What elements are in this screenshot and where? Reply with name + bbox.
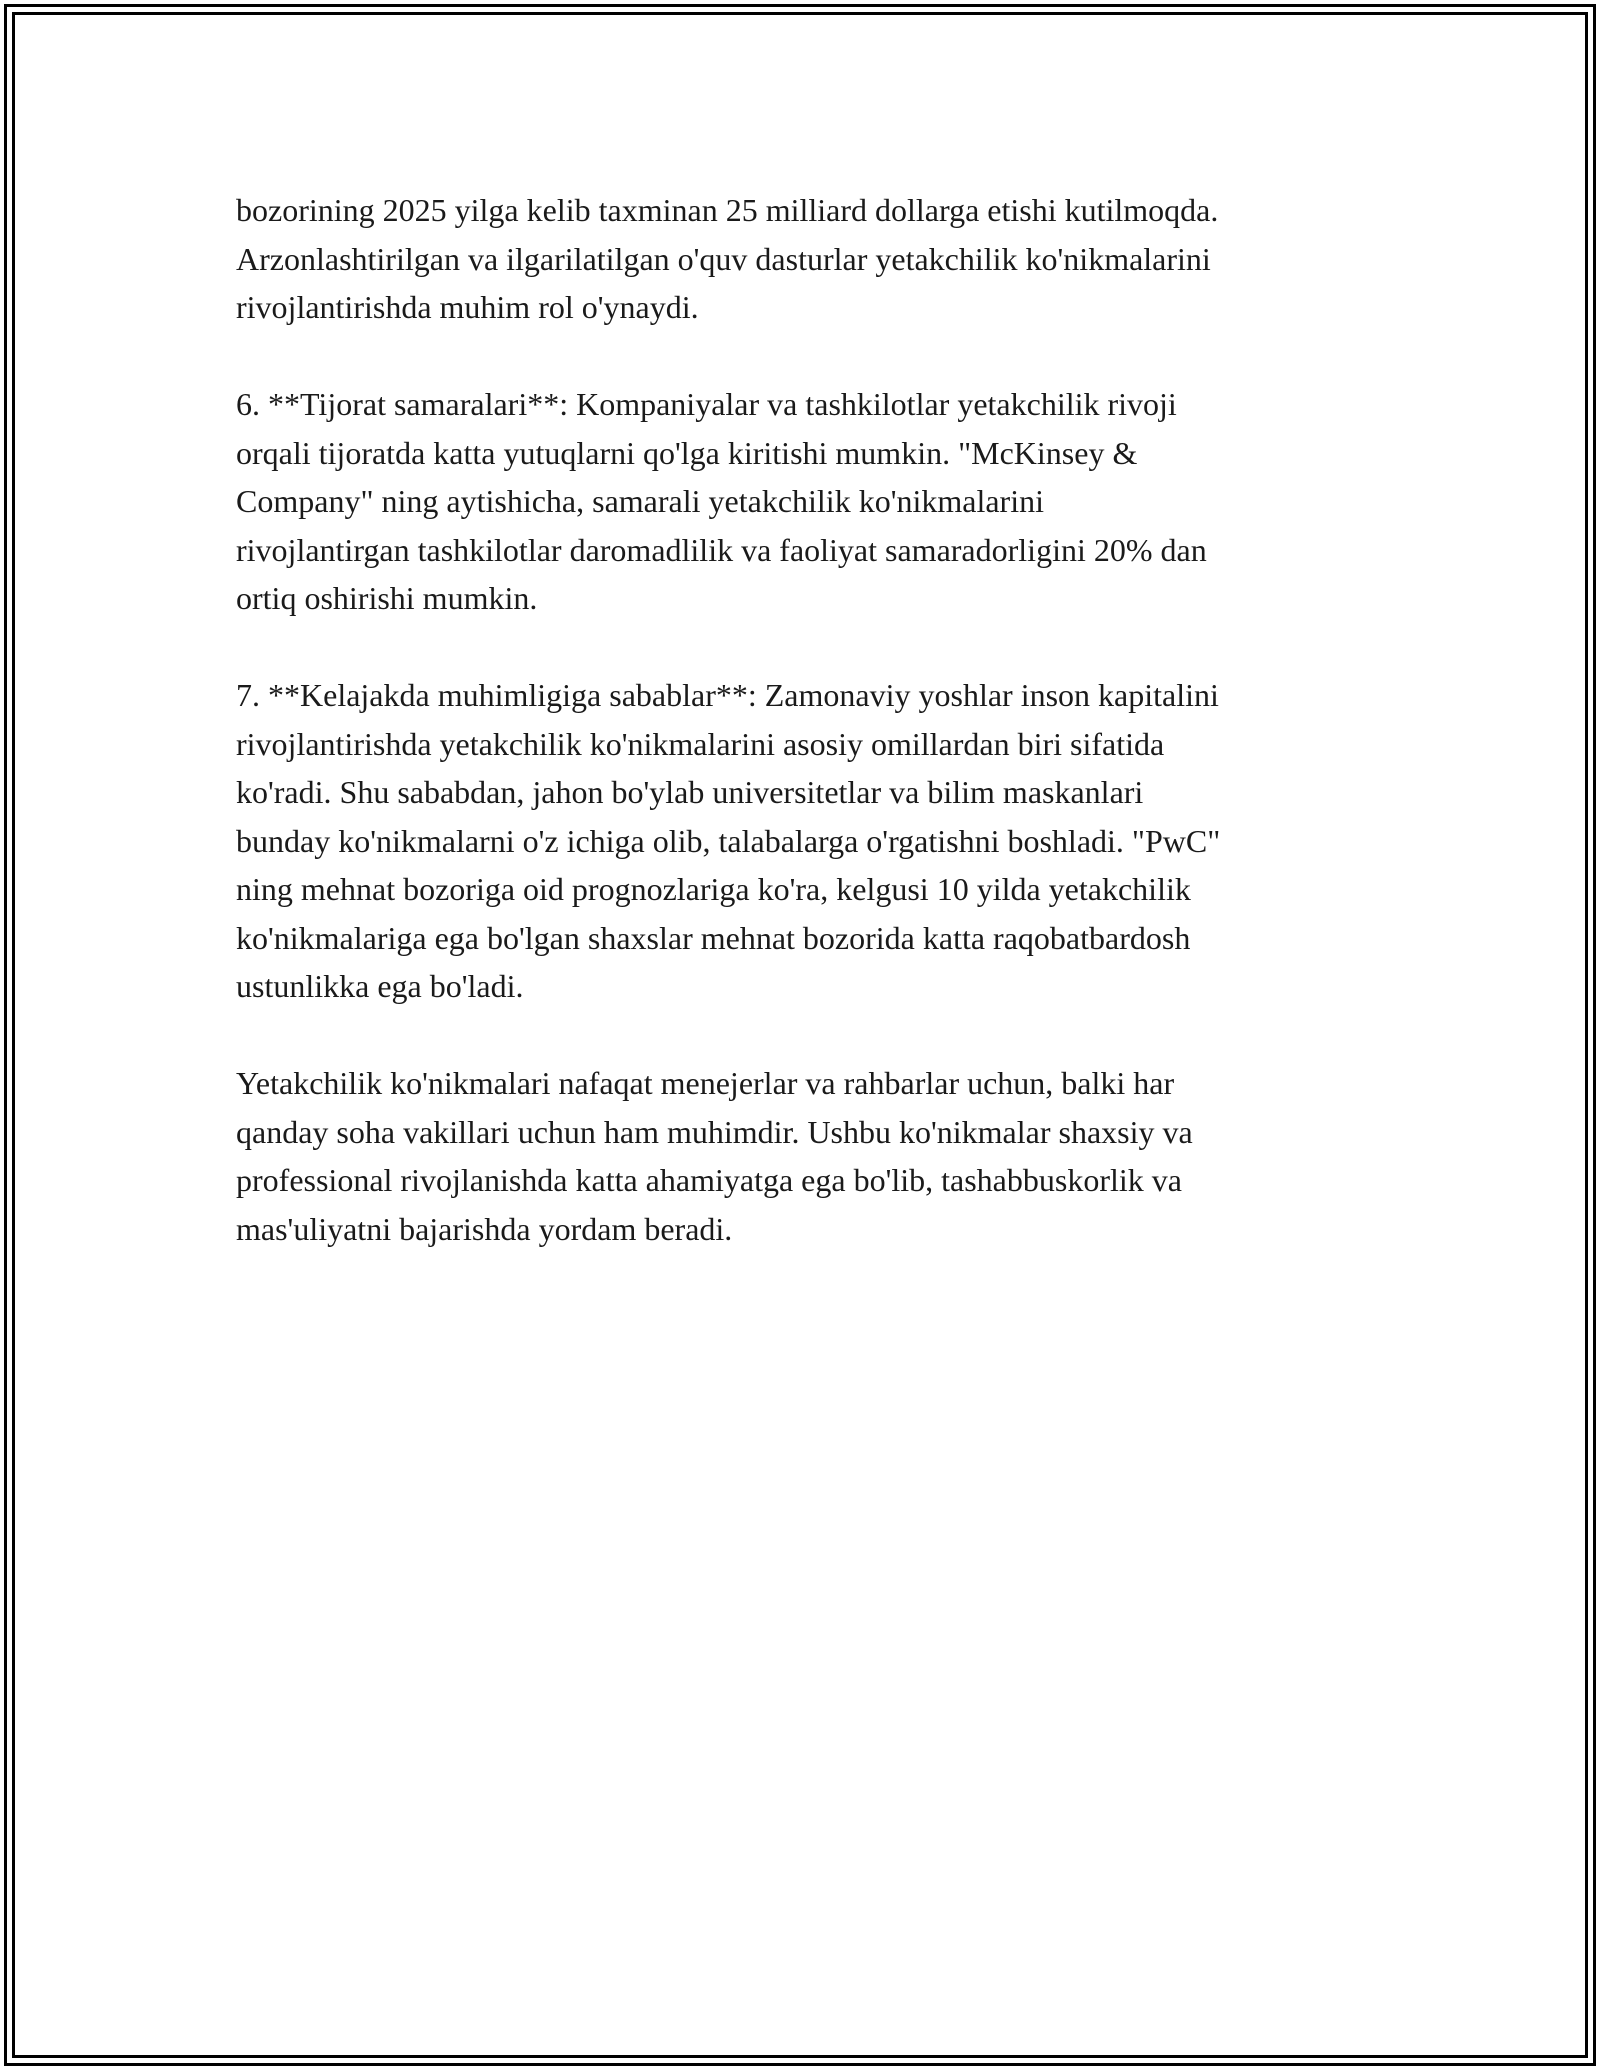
paragraph-market-growth: bozorining 2025 yilga kelib taxminan 25 milliard dollarga etishi kutilmoqda. Arzonlashtirilgan va ilgarilatilgan o'quv dasturlar yetakchilik ko'nikmalarini rivojlantirishda muhim rol o'ynaydi. bbox=[236, 192, 1219, 325]
paragraph-commercial-effects: 6. **Tijorat samaralari**: Kompaniyalar va tashkilotlar yetakchilik rivoji orqali tijoratda katta yutuqlarni qo'lga kiritishi mumkin. "McKinsey & Company" ning aytishicha, samarali yetakchilik ko'nikmalarini rivojlantirgan tashkilotlar daromadlilik va faoliyat samaradorligini 20% dan ortiq oshirishi mumkin. bbox=[236, 386, 1207, 616]
paragraph-future-importance: 7. **Kelajakda muhimligiga sabablar**: Zamonaviy yoshlar inson kapitalini rivojlantirishda yetakchilik ko'nikmalarini asosiy omillardan biri sifatida ko'radi. Shu sababdan, jahon bo'ylab universitetlar va bilim maskanlari bunday ko'nikmalarni o'z ichiga olib, talabalarga o'rgatishni boshladi. "PwC" ning mehnat bozoriga oid prognozlariga ko'ra, kelgusi 10 yilda yetakchilik ko'nikmalariga ega bo'lgan shaxslar mehnat bozorida katta raqobatbardosh ustunlikka ega bo'ladi. bbox=[236, 677, 1221, 1004]
document-body bbox=[236, 186, 1376, 1302]
paragraph-conclusion: Yetakchilik ko'nikmalari nafaqat menejerlar va rahbarlar uchun, balki har qanday soha vakillari uchun ham muhimdir. Ushbu ko'nikmalar shaxsiy va professional rivojlanishda katta ahamiyatga ega bo'lib, tashabbuskorlik va mas'uliyatni bajarishda yordam beradi. bbox=[236, 1065, 1193, 1247]
